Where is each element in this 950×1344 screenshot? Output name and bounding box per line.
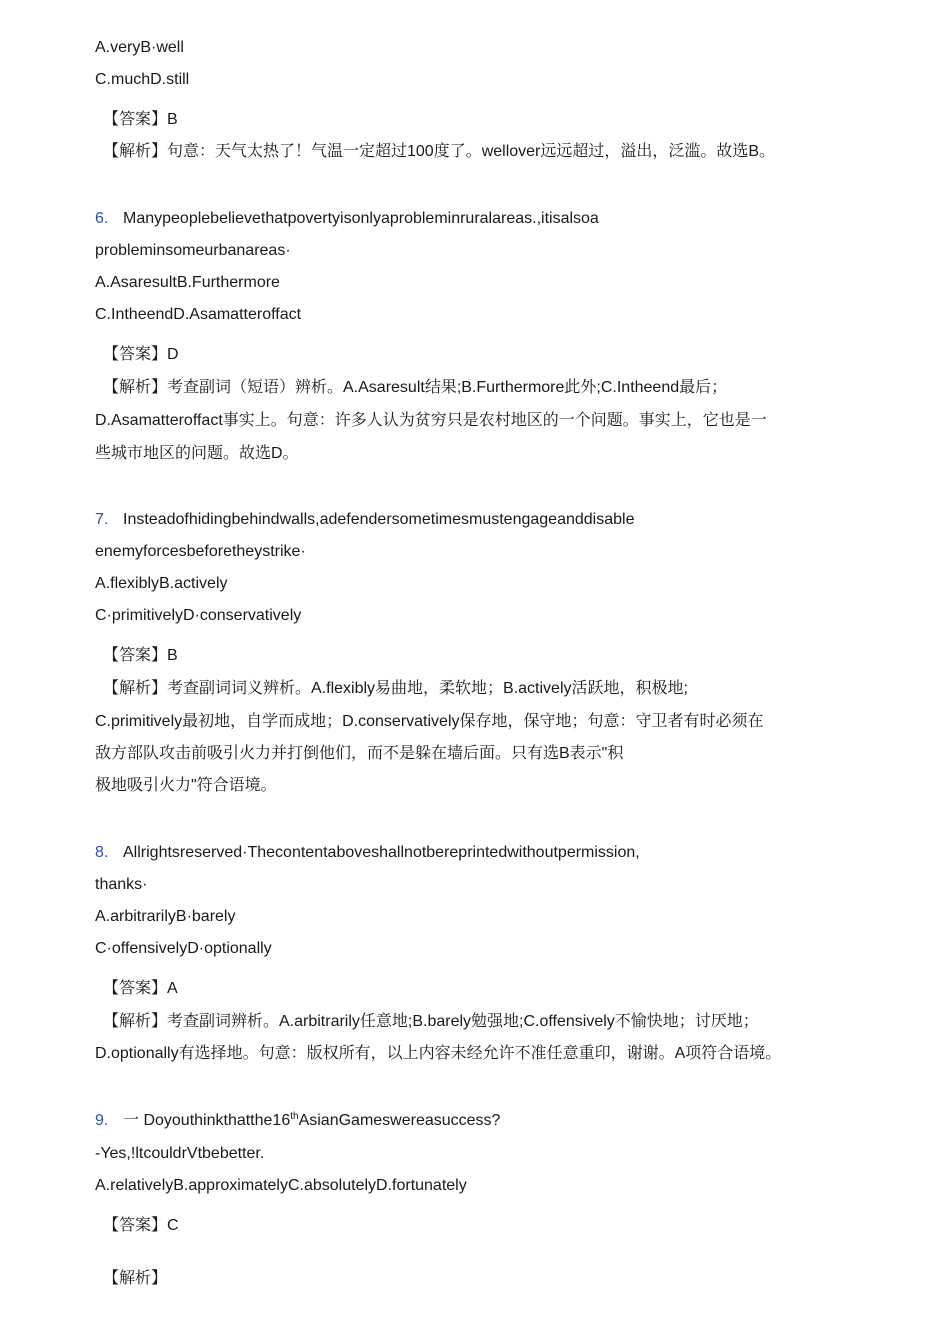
q5-analysis: 【解析】句意：天气太热了！气温一定超过100度了。wellover远远超过，溢出，泛滥。故选B。 xyxy=(103,143,776,160)
q9-options: A.relativelyB.approximatelyC.absolutelyD.fortunately xyxy=(95,1177,467,1194)
q9-number: 9. xyxy=(95,1112,109,1129)
q7-stem-line-1 xyxy=(95,510,634,530)
q5-options-ab: A.veryB·well xyxy=(95,39,184,56)
q9-stem-text-cont: AsianGameswereasuccess? xyxy=(298,1112,501,1129)
q9-stem-line-2: -Yes,!ltcouldrVtbebetter. xyxy=(95,1145,265,1162)
q6-analysis-line-1: 【解析】考查副词（短语）辨析。A.Asaresult结果;B.Furthermore此外;C.Intheend最后； xyxy=(103,379,728,396)
q6-number: 6. xyxy=(95,210,109,227)
q9-stem-line-1 xyxy=(95,1111,500,1131)
q7-stem-line-2: enemyforcesbeforetheystrike· xyxy=(95,543,306,560)
q6-options-cd: C.IntheendD.Asamatteroffact xyxy=(95,306,302,323)
q9-answer: 【答案】C xyxy=(103,1217,179,1234)
q7-options-ab: A.flexiblyB.actively xyxy=(95,575,228,592)
q6-stem-text: Manypeoplebelievethatpovertyisonlyaprobleminruralareas.,itisalsoa xyxy=(123,210,599,227)
q6-options-ab: A.AsaresultB.Furthermore xyxy=(95,274,280,291)
q6-analysis-line-3: 些城市地区的问题。故选D。 xyxy=(95,445,299,462)
q6-analysis-line-2: D.Asamatteroffact事实上。句意：许多人认为贫穷只是农村地区的一个问题。事实上，它也是一 xyxy=(95,412,767,429)
q8-number: 8. xyxy=(95,844,109,861)
q8-stem-line-2: thanks· xyxy=(95,876,148,893)
q7-analysis-line-4: 极地吸引火力"符合语境。 xyxy=(95,777,277,794)
q7-analysis-line-3: 敌方部队攻击前吸引火力并打倒他们，而不是躲在墙后面。只有选B表示"积 xyxy=(95,745,624,762)
q8-stem-text: Allrightsreserved·Thecontentaboveshallnotbereprintedwithoutpermission, xyxy=(123,844,640,861)
q7-answer: 【答案】B xyxy=(103,647,178,664)
q8-stem-line-1 xyxy=(95,843,640,863)
q8-analysis-line-1: 【解析】考查副词辨析。A.arbitrarily任意地;B.barely勉强地;C.offensively不愉快地；讨厌地； xyxy=(103,1013,759,1030)
q8-options-ab: A.arbitrarilyB·barely xyxy=(95,908,236,925)
q9-analysis: 【解析】 xyxy=(103,1270,168,1287)
q7-stem-text: Insteadofhidingbehindwalls,adefendersometimesmustengageanddisable xyxy=(123,511,635,528)
q7-number: 7. xyxy=(95,511,109,528)
q8-analysis-line-2: D.optionally有选择地。句意：版权所有，以上内容未经允许不准任意重印，谢谢。A项符合语境。 xyxy=(95,1045,782,1062)
q8-answer: 【答案】A xyxy=(103,980,178,997)
q9-stem-text: 一 Doyouthinkthatthe16 xyxy=(123,1112,291,1129)
q8-options-cd: C·offensivelyD·optionally xyxy=(95,940,272,957)
q9-stem-superscript: th xyxy=(290,1111,299,1122)
q7-analysis-line-1: 【解析】考查副词词义辨析。A.flexibly易曲地，柔软地；B.actively活跃地，积极地; xyxy=(103,680,688,697)
q6-stem-line-1 xyxy=(95,209,599,229)
q7-options-cd: C·primitivelyD·conservatively xyxy=(95,607,302,624)
q5-options-cd: C.muchD.still xyxy=(95,71,190,88)
q6-stem-line-2: probleminsomeurbanareas· xyxy=(95,242,291,259)
q7-analysis-line-2: C.primitively最初地，自学而成地；D.conservatively保存地，保守地；句意：守卫者有时必须在 xyxy=(95,713,764,730)
q5-answer: 【答案】B xyxy=(103,111,178,128)
q6-answer: 【答案】D xyxy=(103,346,179,363)
